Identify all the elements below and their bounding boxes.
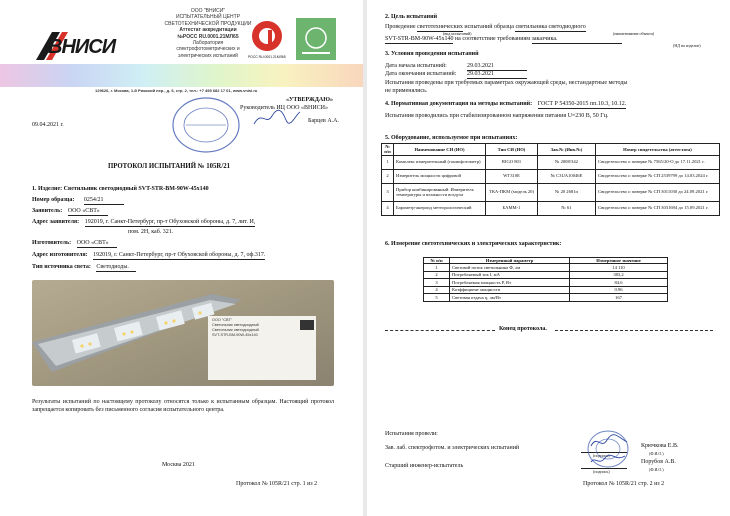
section-2-title: 2. Цель испытаний bbox=[385, 14, 438, 20]
col-header: Наименование СИ (ИО) bbox=[394, 144, 486, 156]
table-cell: WT310E bbox=[486, 169, 538, 183]
table-cell: RIGO 801 bbox=[486, 155, 538, 169]
page-footer-2: Протокол № 105R/21 стр. 2 из 2 bbox=[583, 481, 665, 487]
end-date-row bbox=[385, 71, 494, 78]
conducted-by: Испытания провели: bbox=[385, 431, 438, 437]
table-row bbox=[382, 155, 720, 169]
table-cell: Свидетельство о поверке № СП 2539799 до 14.03.2024 г. bbox=[596, 169, 720, 183]
col-header: № п/п bbox=[382, 144, 394, 156]
end-date-label: Дата окончания испытаний: bbox=[385, 71, 457, 77]
sticker-line: Светильник светодиодный bbox=[212, 328, 259, 332]
table-row bbox=[424, 264, 668, 272]
table-row bbox=[424, 294, 668, 302]
table-cell: 2 bbox=[382, 169, 394, 183]
fio-hint: (Ф.И.О.) bbox=[649, 451, 664, 456]
table-cell: 1 bbox=[424, 264, 450, 272]
section-4-value: ГОСТ Р 54350-2015 пп.10.3, 10.12. bbox=[537, 101, 627, 107]
goal-hint-1: (вид испытаний) bbox=[443, 31, 472, 36]
field-sample bbox=[32, 197, 124, 205]
table-cell: 167 bbox=[570, 294, 668, 302]
table-cell: 1 bbox=[382, 155, 394, 169]
lab-head-name: Крючкова Е.В. bbox=[641, 443, 679, 449]
org-line: Лаборатория bbox=[192, 40, 224, 47]
org-line: №РОСС RU.0001.21МЛ65 bbox=[177, 33, 239, 40]
end-date-value: 29.03.2021 bbox=[467, 71, 527, 79]
approve-role: Руководитель ИЦ ООО «ВНИСИ» bbox=[240, 105, 329, 111]
field-light-source bbox=[32, 264, 136, 272]
table-cell: 0,96 bbox=[570, 286, 668, 294]
page-footer-1: Протокол № 105R/21 стр. 1 из 2 bbox=[236, 481, 318, 487]
maker-label: Изготовитель: bbox=[32, 240, 72, 246]
table-row bbox=[424, 286, 668, 294]
accreditation-badge bbox=[250, 18, 284, 62]
goal-hint-3: (НД на изделие) bbox=[673, 43, 701, 48]
table-cell: № C3UA10046E bbox=[538, 169, 596, 183]
sticker-line: ООО "СВТ" bbox=[212, 318, 232, 322]
goal-type: светотехнических bbox=[417, 24, 463, 30]
table-cell: Световой поток светильника Ф, лм bbox=[450, 264, 570, 272]
col-header: № п/п bbox=[424, 258, 450, 264]
table-cell: Комплекс измерительный (гониофотометр) bbox=[394, 155, 486, 169]
field-maker bbox=[32, 240, 117, 248]
spectrum-band bbox=[0, 64, 363, 87]
measurements-table bbox=[423, 257, 668, 302]
goal-requirements: заказчика. bbox=[532, 36, 622, 44]
section-3-title: 3. Условия проведения испытаний bbox=[385, 51, 479, 57]
maker-address-value: 192019, г. Санкт-Петербург, пр-т Обуховской обороны, д. 7, оф.317. bbox=[93, 252, 266, 258]
field-applicant-address bbox=[32, 219, 255, 227]
table-cell: БАММ-1 bbox=[486, 201, 538, 215]
protocol-title: ПРОТОКОЛ ИСПЫТАНИЙ № 105R/21 bbox=[108, 163, 231, 170]
table-cell: Измеритель мощности цифровой bbox=[394, 169, 486, 183]
applicant-address-value: 192019, г. Санкт-Петербург, пр-т Обуховской обороны, д. 7, лит. И, bbox=[84, 219, 256, 225]
table-row bbox=[382, 183, 720, 201]
approval-stamp bbox=[170, 95, 242, 155]
applicant-value: ООО «СВТ» bbox=[68, 208, 108, 216]
goal-hint-2: (наименование объекта) bbox=[613, 31, 655, 36]
light-source-label: Тип источника света: bbox=[32, 264, 91, 270]
table-cell: ТКА-ПКМ (модель 20) bbox=[486, 183, 538, 201]
table-cell: Коэффициент мощности bbox=[450, 286, 570, 294]
col-header: Измеренное значение bbox=[570, 258, 668, 264]
col-header: Измеренный параметр bbox=[450, 258, 570, 264]
fio-hint: (Ф.И.О.) bbox=[649, 467, 664, 472]
applicant-address-label: Адрес заявителя: bbox=[32, 219, 80, 225]
section-4-row bbox=[385, 101, 626, 109]
sticker-line: SVT-STR-BM-90W-45x140 bbox=[212, 333, 258, 337]
engineer-role: Старший инженер-испытатель bbox=[385, 463, 464, 469]
applicant-label: Заявитель: bbox=[32, 208, 63, 214]
table-cell: 14 110 bbox=[570, 264, 668, 272]
approve-name: Барцев А.А. bbox=[308, 118, 339, 124]
address-line: 129626, г. Москва, 1-й Рижский пер., д. 6, стр. 2, тел.: +7 495 682 17 01, www.vnisi.ru bbox=[95, 88, 258, 93]
org-line: СВЕТОТЕХНИЧЕСКОЙ ПРОДУКЦИИ bbox=[164, 20, 252, 27]
svt-logo bbox=[300, 320, 314, 330]
field-maker-address bbox=[32, 252, 265, 260]
table-cell: 3 bbox=[382, 183, 394, 201]
col-header: Тип СИ (ИО) bbox=[486, 144, 538, 156]
sample-value: 0254/21 bbox=[84, 197, 124, 205]
table-row bbox=[382, 169, 720, 183]
table-row bbox=[424, 279, 668, 287]
protocol-page-2 bbox=[367, 0, 730, 516]
table-cell: № 20 2681п bbox=[538, 183, 596, 201]
quality-badge bbox=[296, 18, 336, 60]
section-5-title: 5. Оборудование, используемое при испытаниях: bbox=[385, 135, 518, 141]
table-cell: 2 bbox=[424, 271, 450, 279]
goal-object: светильника светодиодного bbox=[515, 24, 586, 30]
goal-model: SVT-STR-BM-90W-45x140 bbox=[385, 36, 454, 42]
sign-hint: (подпись) bbox=[593, 469, 610, 474]
org-line: Аттестат аккредитации bbox=[179, 27, 237, 34]
conditions-note-2: не применялись. bbox=[385, 88, 428, 94]
section-4-title: 4. Нормативная документация на методы испытаний: bbox=[385, 101, 533, 107]
table-cell: 4 bbox=[424, 286, 450, 294]
field-applicant bbox=[32, 208, 108, 216]
end-rule-right bbox=[555, 330, 713, 331]
equipment-table bbox=[381, 143, 720, 216]
org-line: электрических испытаний bbox=[178, 52, 238, 59]
director-signature bbox=[252, 108, 302, 133]
table-cell: Свидетельство о поверке № 7565/20-О до 17.11.2021 г. bbox=[596, 155, 720, 169]
table-cell: Свидетельство о поверке № СП 3011030 до 24.09.2021 г. bbox=[596, 183, 720, 201]
protocol-page-1 bbox=[0, 0, 363, 516]
table-cell: Свидетельство о поверке № СП 3031694 до 15.09.2021 г. bbox=[596, 201, 720, 215]
item-label: 1. Изделие: bbox=[32, 186, 63, 192]
table-row bbox=[382, 201, 720, 215]
end-rule-left bbox=[385, 330, 495, 331]
start-date-label: Дата начала испытаний: bbox=[385, 63, 447, 69]
lab-head-role: Зав. лаб. спектрофотом. и электрических испытаний bbox=[385, 445, 520, 451]
engineer-name: Порубов А.В. bbox=[641, 459, 676, 465]
goal-text: Проведение bbox=[385, 24, 416, 30]
product-photo bbox=[32, 280, 334, 386]
goal-text: на соответствие требованиям bbox=[454, 36, 530, 42]
maker-value: ООО «СВТ» bbox=[77, 240, 117, 248]
section-6-title: 6. Измерение светотехнических и электрических характеристик: bbox=[385, 241, 562, 247]
table-cell: № 2008/342 bbox=[538, 155, 596, 169]
table-header-row bbox=[382, 144, 720, 156]
light-source-value: Светодиоды. bbox=[96, 264, 136, 272]
voltage-note: Испытания проводились при стабилизированном напряжении питания U=230 В, 50 Гц. bbox=[385, 113, 609, 119]
applicant-address-cont: пом. 2Н, каб. 321. bbox=[128, 229, 174, 235]
engineer-signature bbox=[589, 452, 629, 473]
vnisi-logo bbox=[34, 30, 124, 62]
org-line: ИСПЫТАТЕЛЬНЫЙ ЦЕНТР bbox=[175, 14, 241, 21]
item-value: Светильник светодиодный SVT-STR-BM-90W-45x140 bbox=[63, 186, 209, 192]
approve-title: «УТВЕРЖДАЮ» bbox=[286, 97, 334, 103]
end-of-protocol: Конец протокола. bbox=[499, 326, 547, 332]
sign-hint: (подпись) bbox=[593, 453, 610, 458]
org-line: ООО "ВНИСИ" bbox=[190, 8, 226, 14]
table-cell: 4 bbox=[382, 201, 394, 215]
table-cell: Потребляемая мощность P, Вт bbox=[450, 279, 570, 287]
conditions-note-1: Испытания проведены при требуемых параметрах окружающей среды, нестандартные методы bbox=[385, 80, 628, 86]
validity-note: Результаты испытаний по настоящему протоколу относятся только к испытанным образцам. Настоящий протокол запрещается копировать без письменного согласия испытательного центра. bbox=[32, 399, 334, 414]
badge-text: РОСС RU.0001.21МЛ65 bbox=[248, 55, 286, 59]
goal-line-1 bbox=[385, 24, 586, 32]
table-cell: 5 bbox=[424, 294, 450, 302]
col-header: Номер свидетельства (аттестата) bbox=[596, 144, 720, 156]
table-cell: Световая отдача η, лм/Вт bbox=[450, 294, 570, 302]
goal-line-2 bbox=[385, 36, 622, 44]
col-header: Зав.№ (Инв.№) bbox=[538, 144, 596, 156]
city-year: Москва 2021 bbox=[162, 462, 195, 468]
maker-address-label: Адрес изготовителя: bbox=[32, 252, 88, 258]
goal-text: испытаний образца bbox=[464, 24, 514, 30]
table-cell: Барометр-анероид метеорологический bbox=[394, 201, 486, 215]
org-line: спектрофотометрических и bbox=[176, 46, 240, 53]
table-cell: Прибор комбинированный. Измеритель температуры и влажности воздуха bbox=[394, 183, 486, 201]
table-cell: 3 bbox=[424, 279, 450, 287]
issue-date: 09.04.2021 г. bbox=[32, 122, 64, 128]
sample-label: Номер образца: bbox=[32, 197, 75, 203]
table-cell: Потребляемый ток I, мА bbox=[450, 271, 570, 279]
table-cell: 383,2 bbox=[570, 271, 668, 279]
sticker-line: Светильник светодиодный bbox=[212, 323, 259, 327]
table-row bbox=[424, 271, 668, 279]
start-date-value: 29.03.2021 bbox=[467, 63, 527, 71]
field-item bbox=[32, 186, 209, 193]
logo-text: ВНИСИ bbox=[48, 36, 116, 58]
product-label-sticker bbox=[212, 318, 292, 338]
table-cell: 84,6 bbox=[570, 279, 668, 287]
table-cell: № 61 bbox=[538, 201, 596, 215]
start-date-row bbox=[385, 63, 494, 70]
